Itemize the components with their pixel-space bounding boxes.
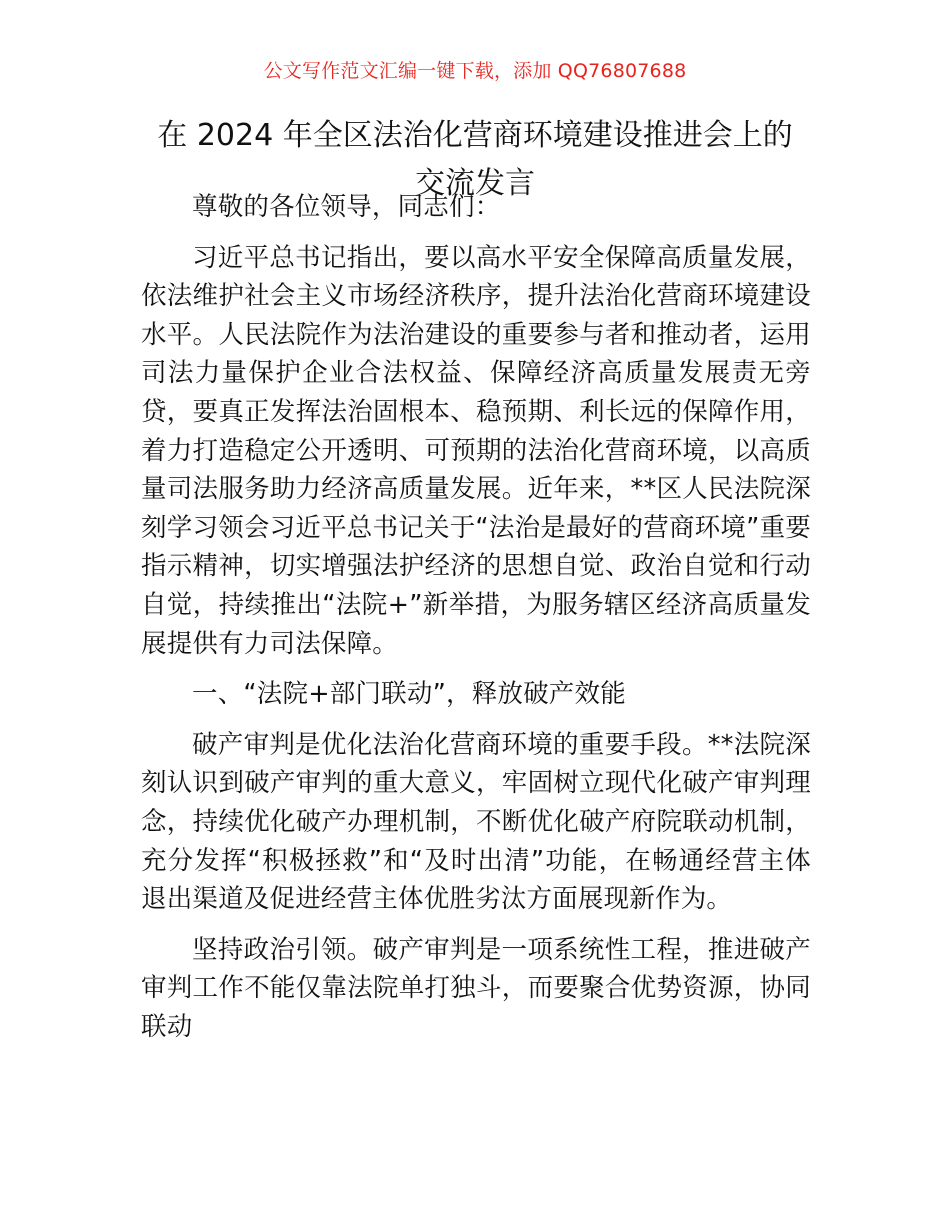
title-line-1: 在 2024 年全区法治化营商环境建设推进会上的	[157, 118, 793, 153]
paragraph-intro: 习近平总书记指出，要以高水平安全保障高质量发展，依法维护社会主义市场经济秩序，提升法治化营商环境建设水平。人民法院作为法治建设的重要参与者和推动者，运用司法力量保护企业合法权益、保障经济高质量发展责无旁贷，要真正发挥法治固根本、稳预期、利长远的保障作用，着力打造稳定公开透明、可预期的法治化营商环境，以高质量司法服务助力经济高质量发展。近年来，**区人民法院深刻学习领会习近平总书记关于“法治是最好的营商环境”重要指示精神，切实增强法护经济的思想自觉、政治自觉和行动自觉，持续推出“法院+”新举措，为服务辖区经济高质量发展提供有力司法保障。	[141, 242, 811, 659]
document-body	[141, 188, 811, 1058]
download-banner: 公文写作范文汇编一键下载，添加 QQ76807688	[263, 60, 687, 82]
title-line-2: 交流发言	[415, 166, 535, 201]
section-heading: 一、“法院+部门联动”，释放破产效能	[192, 679, 626, 710]
paragraph-political-guidance: 坚持政治引领。破产审判是一项系统性工程，推进破产审判工作不能仅靠法院单打独斗，而要聚合优势资源，协同联动	[141, 934, 811, 1042]
salutation: 尊敬的各位领导，同志们：	[192, 192, 501, 222]
paragraph-bankruptcy: 破产审判是优化法治化营商环境的重要手段。**法院深刻认识到破产审判的重大意义，牢固树立现代化破产审判理念，持续优化破产办理机制，不断优化破产府院联动机制，充分发挥“积极拯救”和“及时出清”功能，在畅通经营主体退出渠道及促进经营主体优胜劣汰方面展现新作为。	[141, 729, 811, 915]
